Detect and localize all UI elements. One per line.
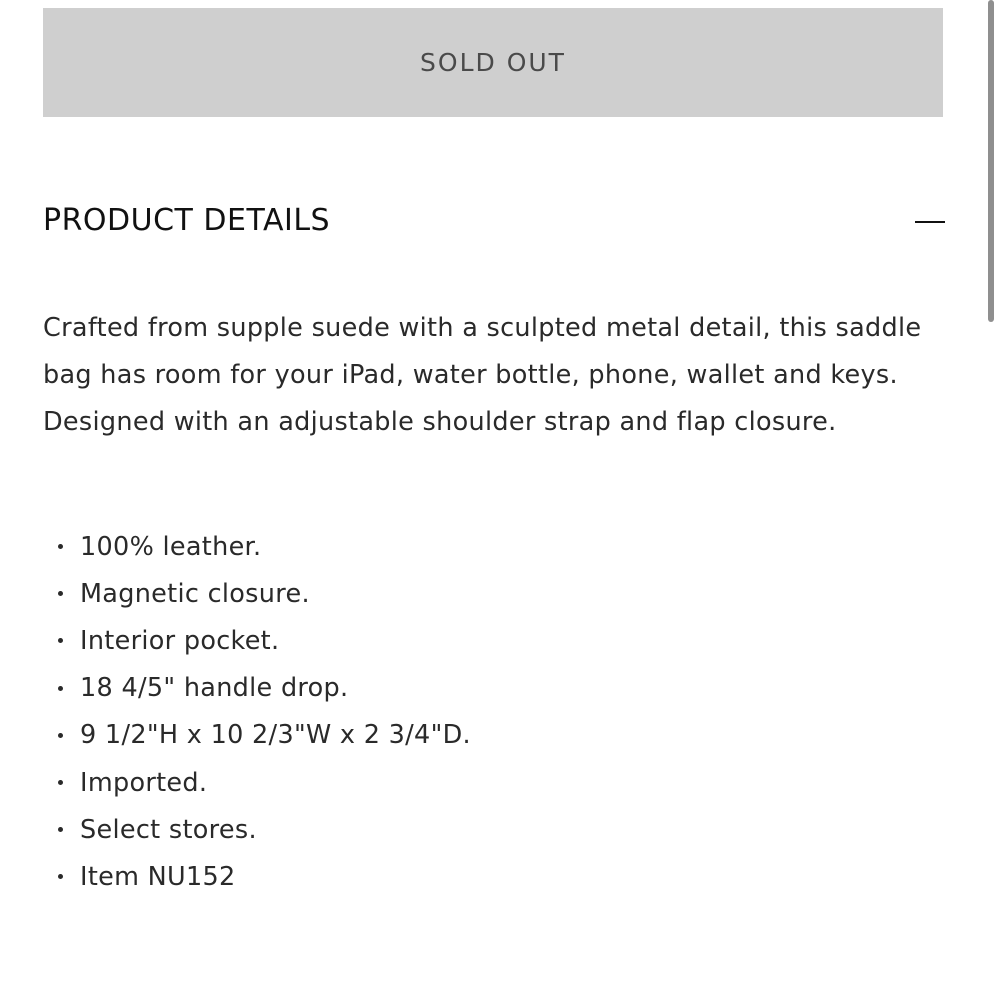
list-item [58,712,471,759]
bullet-icon [58,686,63,691]
bullet-icon [58,780,63,785]
feature-text: Interior pocket. [80,625,280,656]
product-details-accordion-header[interactable] [43,192,945,248]
feature-text: 100% leather. [80,531,262,562]
product-description: Crafted from supple suede with a sculpted metal detail, this saddle bag has room for your iPad, water bottle, phone, wallet and keys. Designed with an adjustable shoulder strap and flap closure. [43,313,922,437]
list-item [58,759,471,806]
sold-out-button[interactable]: SOLD OUT [43,8,943,117]
bullet-icon [58,827,63,832]
feature-text: Imported. [80,767,208,798]
feature-text: Magnetic closure. [80,578,310,609]
bullet-icon [58,544,63,549]
product-details-title: PRODUCT DETAILS [43,202,331,238]
list-item [58,853,471,900]
list-item [58,665,471,712]
bullet-icon [58,733,63,738]
feature-text: 18 4/5" handle drop. [80,673,349,704]
bullet-icon [58,638,63,643]
list-item [58,806,471,853]
list-item [58,570,471,617]
list-item [58,523,471,570]
list-item [58,617,471,664]
minus-icon[interactable] [915,221,945,223]
feature-text: Select stores. [80,814,257,845]
bullet-icon [58,874,63,879]
product-features-list [58,523,471,901]
feature-text: 9 1/2"H x 10 2/3"W x 2 3/4"D. [80,720,471,751]
feature-text: Item NU152 [80,861,236,892]
bullet-icon [58,591,63,596]
scrollbar-thumb[interactable] [988,0,994,322]
